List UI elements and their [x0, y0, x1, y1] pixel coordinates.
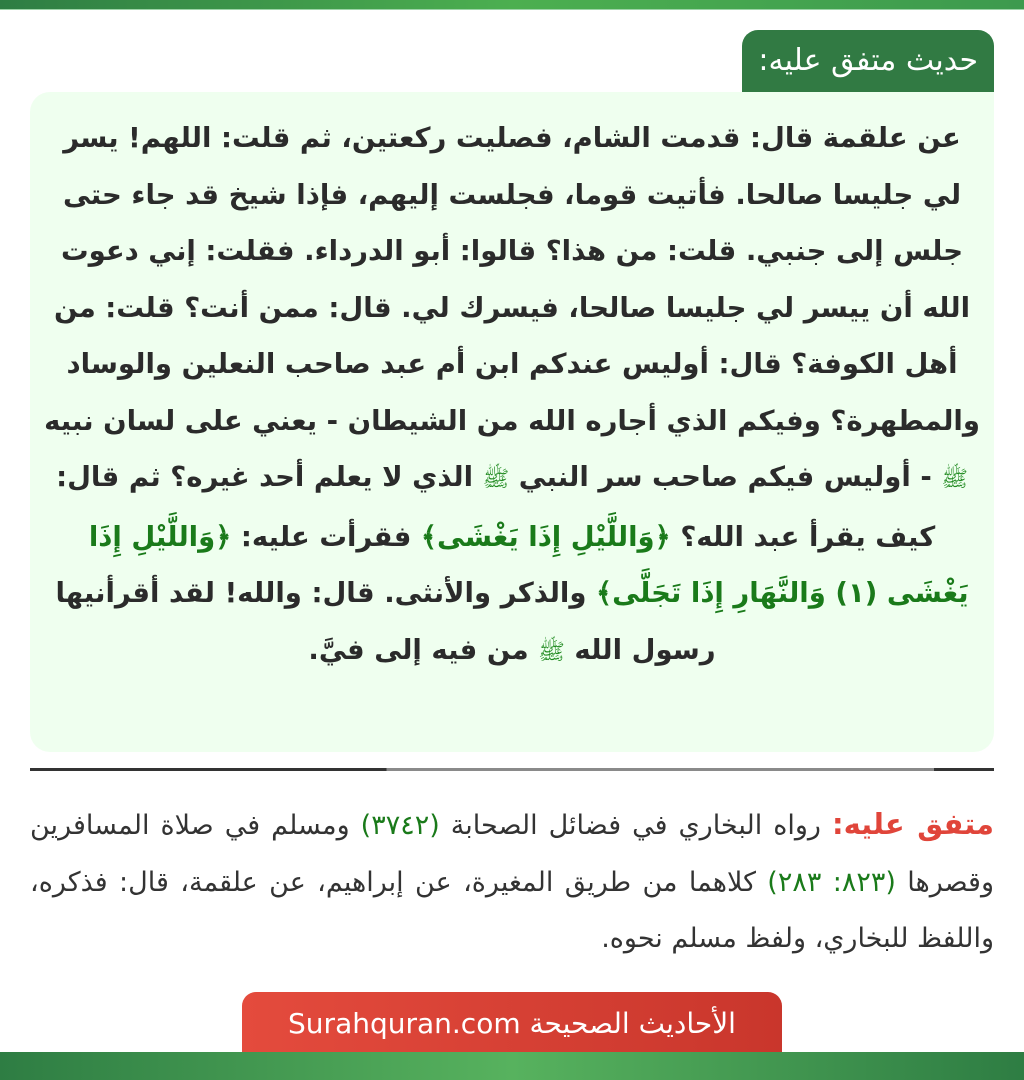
source-text-1: رواه البخاري في فضائل الصحابة [439, 810, 832, 841]
reference-muslim: (٨٢٣: ٢٨٣) [767, 866, 896, 898]
hadith-title-badge: حديث متفق عليه: [742, 30, 994, 92]
bottom-decorative-bar [0, 1052, 1024, 1080]
hadith-text-box [30, 92, 994, 752]
section-divider [30, 768, 994, 771]
quran-verse-2: ﴿وَاللَّيْلِ إِذَا يَغْشَى (١) وَالنَّهَارِ إِذَا تَجَلَّى﴾ [88, 520, 969, 609]
saw-honorific-icon: ﷺ [941, 467, 968, 492]
hadith-text-part2: - أوليس فيكم صاحب سر النبي [518, 461, 942, 493]
hadith-text-part3: الذي لا يعلم أحد غيره؟ ثم قال: كيف يقرأ عبد الله؟ [56, 461, 936, 553]
hadith-text-part6: من فيه إلى فيَّ. [308, 633, 539, 666]
saw-honorific-icon: ﷺ [538, 639, 565, 665]
saw-honorific-icon: ﷺ [482, 467, 510, 492]
source-text-3: كلاهما من طريق المغيرة، عن إبراهيم، عن علقمة، قال: فذكره، واللفظ للبخاري، ولفظ مسلم نحوه. [30, 866, 994, 954]
quran-verse-1: ﴿وَاللَّيْلِ إِذَا يَغْشَى﴾ [420, 520, 671, 553]
hadith-text-part4: فقرأت عليه: [231, 520, 421, 553]
source-text-2: ومسلم في صلاة المسافرين وقصرها [30, 810, 994, 898]
hadith-text-part1: عن علقمة قال: قدمت الشام، فصليت ركعتين، ثم قلت: اللهم! يسر لي جليسا صالحا. فأتيت قوما، فجلست إليهم، فإذا شيخ قد جاء حتى جلس إلى جنبي. قلت: من هذا؟ قالوا: أبو الدرداء. فقلت: إني دعوت الله أن ييسر لي جليسا صالحا، فيسرك لي. قال: ممن أنت؟ قلت: من أهل الكوفة؟ قال: أوليس عندكم ابن أم عبد صاحب النعلين والوساد والمطهرة؟ وفيكم الذي أجاره الله من الشيطان - يعني على لسان نبيه [44, 122, 980, 437]
hadith-source [30, 796, 994, 968]
top-decorative-bar [0, 0, 1024, 10]
reference-bukhari: (٣٧٤٢) [360, 810, 440, 841]
hadith-text-part5: والذكر والأنثى. قال: والله! لقد أقرأنيها رسول الله [55, 577, 716, 666]
hadith-text [44, 110, 980, 681]
source-label: متفق عليه: [832, 807, 994, 841]
site-watermark-badge: الأحاديث الصحيحة Surahquran.com [242, 992, 782, 1052]
